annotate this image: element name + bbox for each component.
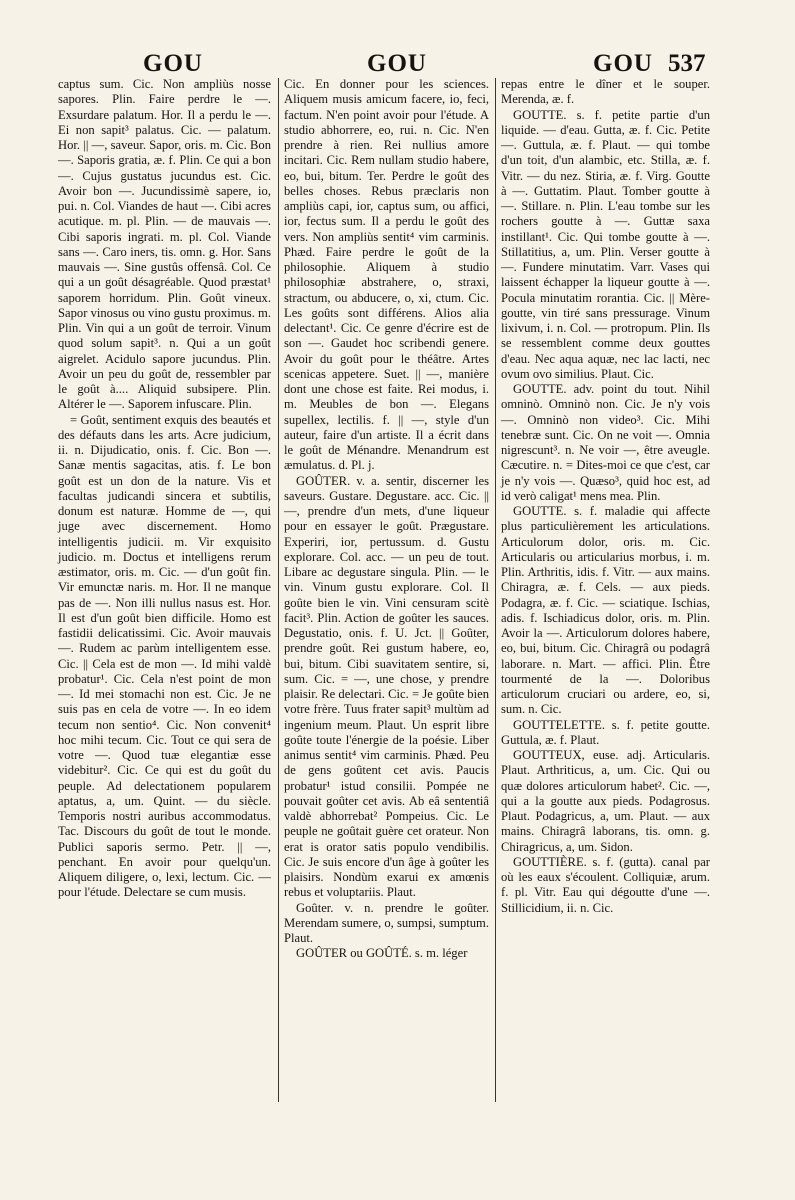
dictionary-entry: GOUTTE. adv. point du tout. Nihil omninò. Omninò non. Cic. Je n'y vois —. Omninò non video³. Cic. Mihi tenebræ sunt. Cic. On ne voit —. Omnia nigrescunt³. n. Ne voir —, être aveugle. Cæcutire. n. = Dites-moi ce que c'est, car je n'y vois —. Quæso³, quid hoc est, ad id verò caligat¹ mens mea. Plin. <box>501 382 710 503</box>
dictionary-entry: GOUTTELETTE. s. f. petite goutte. Guttula, æ. f. Plaut. <box>501 717 710 747</box>
running-head-left: GOU <box>143 50 203 77</box>
dictionary-entry: GOUTTEUX, euse. adj. Articularis. Plaut. Arthriticus, a, um. Cic. Qui ou quæ dolores articulorum habet². Cic. —, qui a la goutte aux pieds. Podagrosus. Plaut. Podagricus, a, um. Plaut. — aux mains. Chiragrâ laborans, tis. omn. g. Chiragricus, a, um. Sidon. <box>501 748 710 854</box>
dictionary-entry: = Goût, sentiment exquis des beautés et des défauts dans les arts. Acre judicium, ii. n. Dijudicatio, onis. f. Cic. Bon —. Sanæ mentis sagacitas, atis. f. Le bon goût est un don de la nature. Vis et facultas judicandi sincera et subtilis, donum est naturæ. Homme de —, qui juge avec discernement. Homo intelligentis judicii. m. Vir exquisito judicio. m. Doctus et intelligens rerum æstimator, oris. m. Cic. — d'un goût fin. Vir emunctæ naris. m. Hor. Il ne manque pas de —. Non illi nullus nasus est. Hor. Il est d'un goût bien difficile. Homo est fastidii delicatissimi. Cic. Avoir mauvais —. Rudem ac parùm intelligentem esse. Cic. || Cela est de mon —. Id mihi valdè probatur¹. Cic. Cela n'est point de mon —. Id mei stomachi non est. Cic. Je ne suis pas en cela de votre —. In eo idem tecum non sentio⁴. Cic. Non convenit⁴ hoc mihi tecum. Cic. Tout ce qui sera de votre —. Quod tuæ elegantiæ esse videbitur². Cic. Ce qui est du goût du peuple. Ad delectationem popularem aptatus, a, um. Quint. — du siècle. Temporis nostri auribus accommodatus. Tac. Discours du goût de tout le monde. Publici saporis sermo. Petr. || —, penchant. En avoir pour quelqu'un. Aliquem diligere, o, lexi, lectum. Cic. — pour l'étude. Delectare se cum musis. <box>58 412 271 900</box>
dictionary-entry: Cic. En donner pour les sciences. Aliquem musis amicum facere, io, feci, factum. N'en point avoir pour l'étude. A studio abhorrere, eo, rui. n. Cic. N'en prendre à rien. Rei nullius amore incitari. Cic. Rem nullam studio habere, eo, bui, bitum. Ter. Perdre le goût des belles choses. Rebus præclaris non ampliùs capi, ior, captus sum, ou affici, ior, fectus sum. Il a perdu le goût des vers. Non ampliùs sentit⁴ vim carminis. Phæd. Faire perdre le goût de la philosophie. Aliquem à studio philosophiæ abstrahere, o, straxi, stractum, ou abducere, o, xi, ctum. Cic. Les goûts sont différens. Alios alia delectant¹. Cic. Ce genre d'écrire est de son —. Gaudet hoc scribendi genere. Avoir du goût pour le théâtre. Artes scenicas appetere. Suet. || —, manière dont une chose est faite. Rei modus, i. m. Meubles de bon —. Elegans supellex, lectilis. f. || —, style d'un auteur, faire d'un artiste. Il a écrit dans le goût de Ménandre. Menandrum est æmulatus. d. Pl. j. <box>284 77 489 473</box>
dictionary-entry: GOUTTIÈRE. s. f. (gutta). canal par où les eaux s'écoulent. Colliquiæ, arum. f. pl. Vitr. Eau qui dégoutte d'une —. Stillicidium, ii. n. Cic. <box>501 854 710 915</box>
dictionary-entry: repas entre le dîner et le souper. Merenda, æ. f. <box>501 77 710 107</box>
column-1 <box>58 77 271 901</box>
dictionary-entry: GOÛTER. v. a. sentir, discerner les saveurs. Gustare. Degustare. acc. Cic. || —, prendre d'un mets, d'une liqueur pour en essayer le goût. Prægustare. Experiri, ior, pertussum. d. Gustu explorare. Col. acc. — un peu de tout. Libare ac degustare singula. Plin. — le vin. Vinum gustu explorare. Col. Il goûte bien le vin. Vini censuram scitè facit³. Plin. Action de goûter les sauces. Degustatio, onis. f. U. Jct. || Goûter, prendre goût. Rei gustum habere, eo, bui, bitum. Cibi suavitatem sentire, si, sum. Cic. = —, une chose, y prendre plaisir. Re delectari. Cic. = Je goûte bien votre frère. Tuus frater sapit³ multùm ad ingenium meum. Plaut. Un esprit libre goûte toute l'énergie de la poésie. Liber animus sentit⁴ vim carminis. Phæd. Peu de gens goûtent cet avis. Paucis probatur¹ istud consilii. Pompée ne pouvait goûter cet avis. Ab eâ sententiâ valdè abhorrebat² Pompeius. Cic. Le peuple ne goûtait guère cet orateur. Non erat is orator satis populo vendibilis. Cic. Je suis encore d'un âge à goûter les plaisirs. Nondùm exarui ex amœnis rebus et voluptariis. Plaut. <box>284 473 489 900</box>
column-rule <box>495 78 496 1102</box>
dictionary-entry: GOÛTER ou GOÛTÉ. s. m. léger <box>296 946 468 961</box>
column-rule <box>278 78 279 1102</box>
dictionary-entry: Goûter. v. n. prendre le goûter. Merendam sumere, o, sumpsi, sumptum. Plaut. <box>284 900 489 945</box>
column-2 <box>284 77 489 962</box>
page-number: 537 <box>668 50 706 77</box>
running-head-center: GOU <box>367 50 427 77</box>
column-3 <box>501 77 710 916</box>
dictionary-entry: GOUTTE. s. f. maladie qui affecte plus particulièrement les articulations. Articulorum dolor, oris. m. Cic. Articularis ou articularius morbus, i. m. Plin. Arthritis, idis. f. Vitr. — aux mains. Chiragra, æ. f. Cels. — aux pieds. Podagra, æ. f. Cic. — sciatique. Ischias, adis. f. Ischiadicus dolor, oris. m. Plin. Avoir la —. Articulorum dolores habere, eo, bui, bitum. Cic. Chiragrâ ou podagrâ laborare. n. Mart. — affici. Plin. Être tourmenté de la —. Doloribus articulorum cruciari ou ardere, eo, si, sum. n. Cic. <box>501 504 710 717</box>
running-head-right: GOU <box>593 50 653 77</box>
dictionary-entry: GOUTTE. s. f. petite partie d'un liquide. — d'eau. Gutta, æ. f. Cic. Petite —. Guttula, æ. f. Plaut. — qui tombe d'un toit, d'un alambic, etc. Stilla, æ. f. Vitr. — du nez. Stiria, æ. f. Virg. Goutte à —. Guttatim. Plaut. Tomber goutte à —. Stillare. n. Plin. L'eau tombe sur les rochers goutte à —. Guttæ saxa instillant¹. Cic. Qui tombe goutte à —. Stillatitius, a, um. Plin. Verser goutte à —. Fundere minutatim. Varr. Vases qui laissent échapper la liqueur goutte à —. Pocula minutatim rorantia. Cic. || Mère-goutte, vin tiré sans pressurage. Vinum lixivum, i. n. Col. — protropum. Plin. Ils se ressemblent comme deux gouttes d'eau. Nec aqua aquæ, nec lac lacti, nec ovum ovo similius. Plaut. Cic. <box>501 107 710 381</box>
dictionary-entry: captus sum. Cic. Non ampliùs nosse sapores. Plin. Faire perdre le —. Exsurdare palatum. Hor. Il a perdu le —. Ei non sapit³ palatus. Cic. — palatum. Hor. || —, saveur. Sapor, oris. m. Cic. Bon —. Saporis gratia, æ. f. Plin. Ce qui a bon —. Cujus gustatus jucundus est. Cic. Avoir bon —. Jucundissimè sapere, io, pui. n. Col. Viandes de haut —. Cibi acres acutique. m. pl. Plin. — de mauvais —. Cibi saporis ingrati. m. pl. Col. Viande sans —. Caro iners, tis. omn. g. Hor. Sans mauvais —. Sine gustûs offensâ. Col. Ce qui a un goût désagréable. Quod præstat¹ saporem horridum. Plin. Goût vineux. Sapor vinosus ou vino gustu proximus. m. Plin. Vin qui a un goût de terroir. Vinum quod solum sapit³. n. Qui a un goût aigrelet. Acidulo sapore jucundus. Plin. Avoir un peu du goût de, ressembler par le goût à.... Aliquid subsipere. Plin. Altérer le —. Saporem infuscare. Plin. <box>58 77 271 412</box>
